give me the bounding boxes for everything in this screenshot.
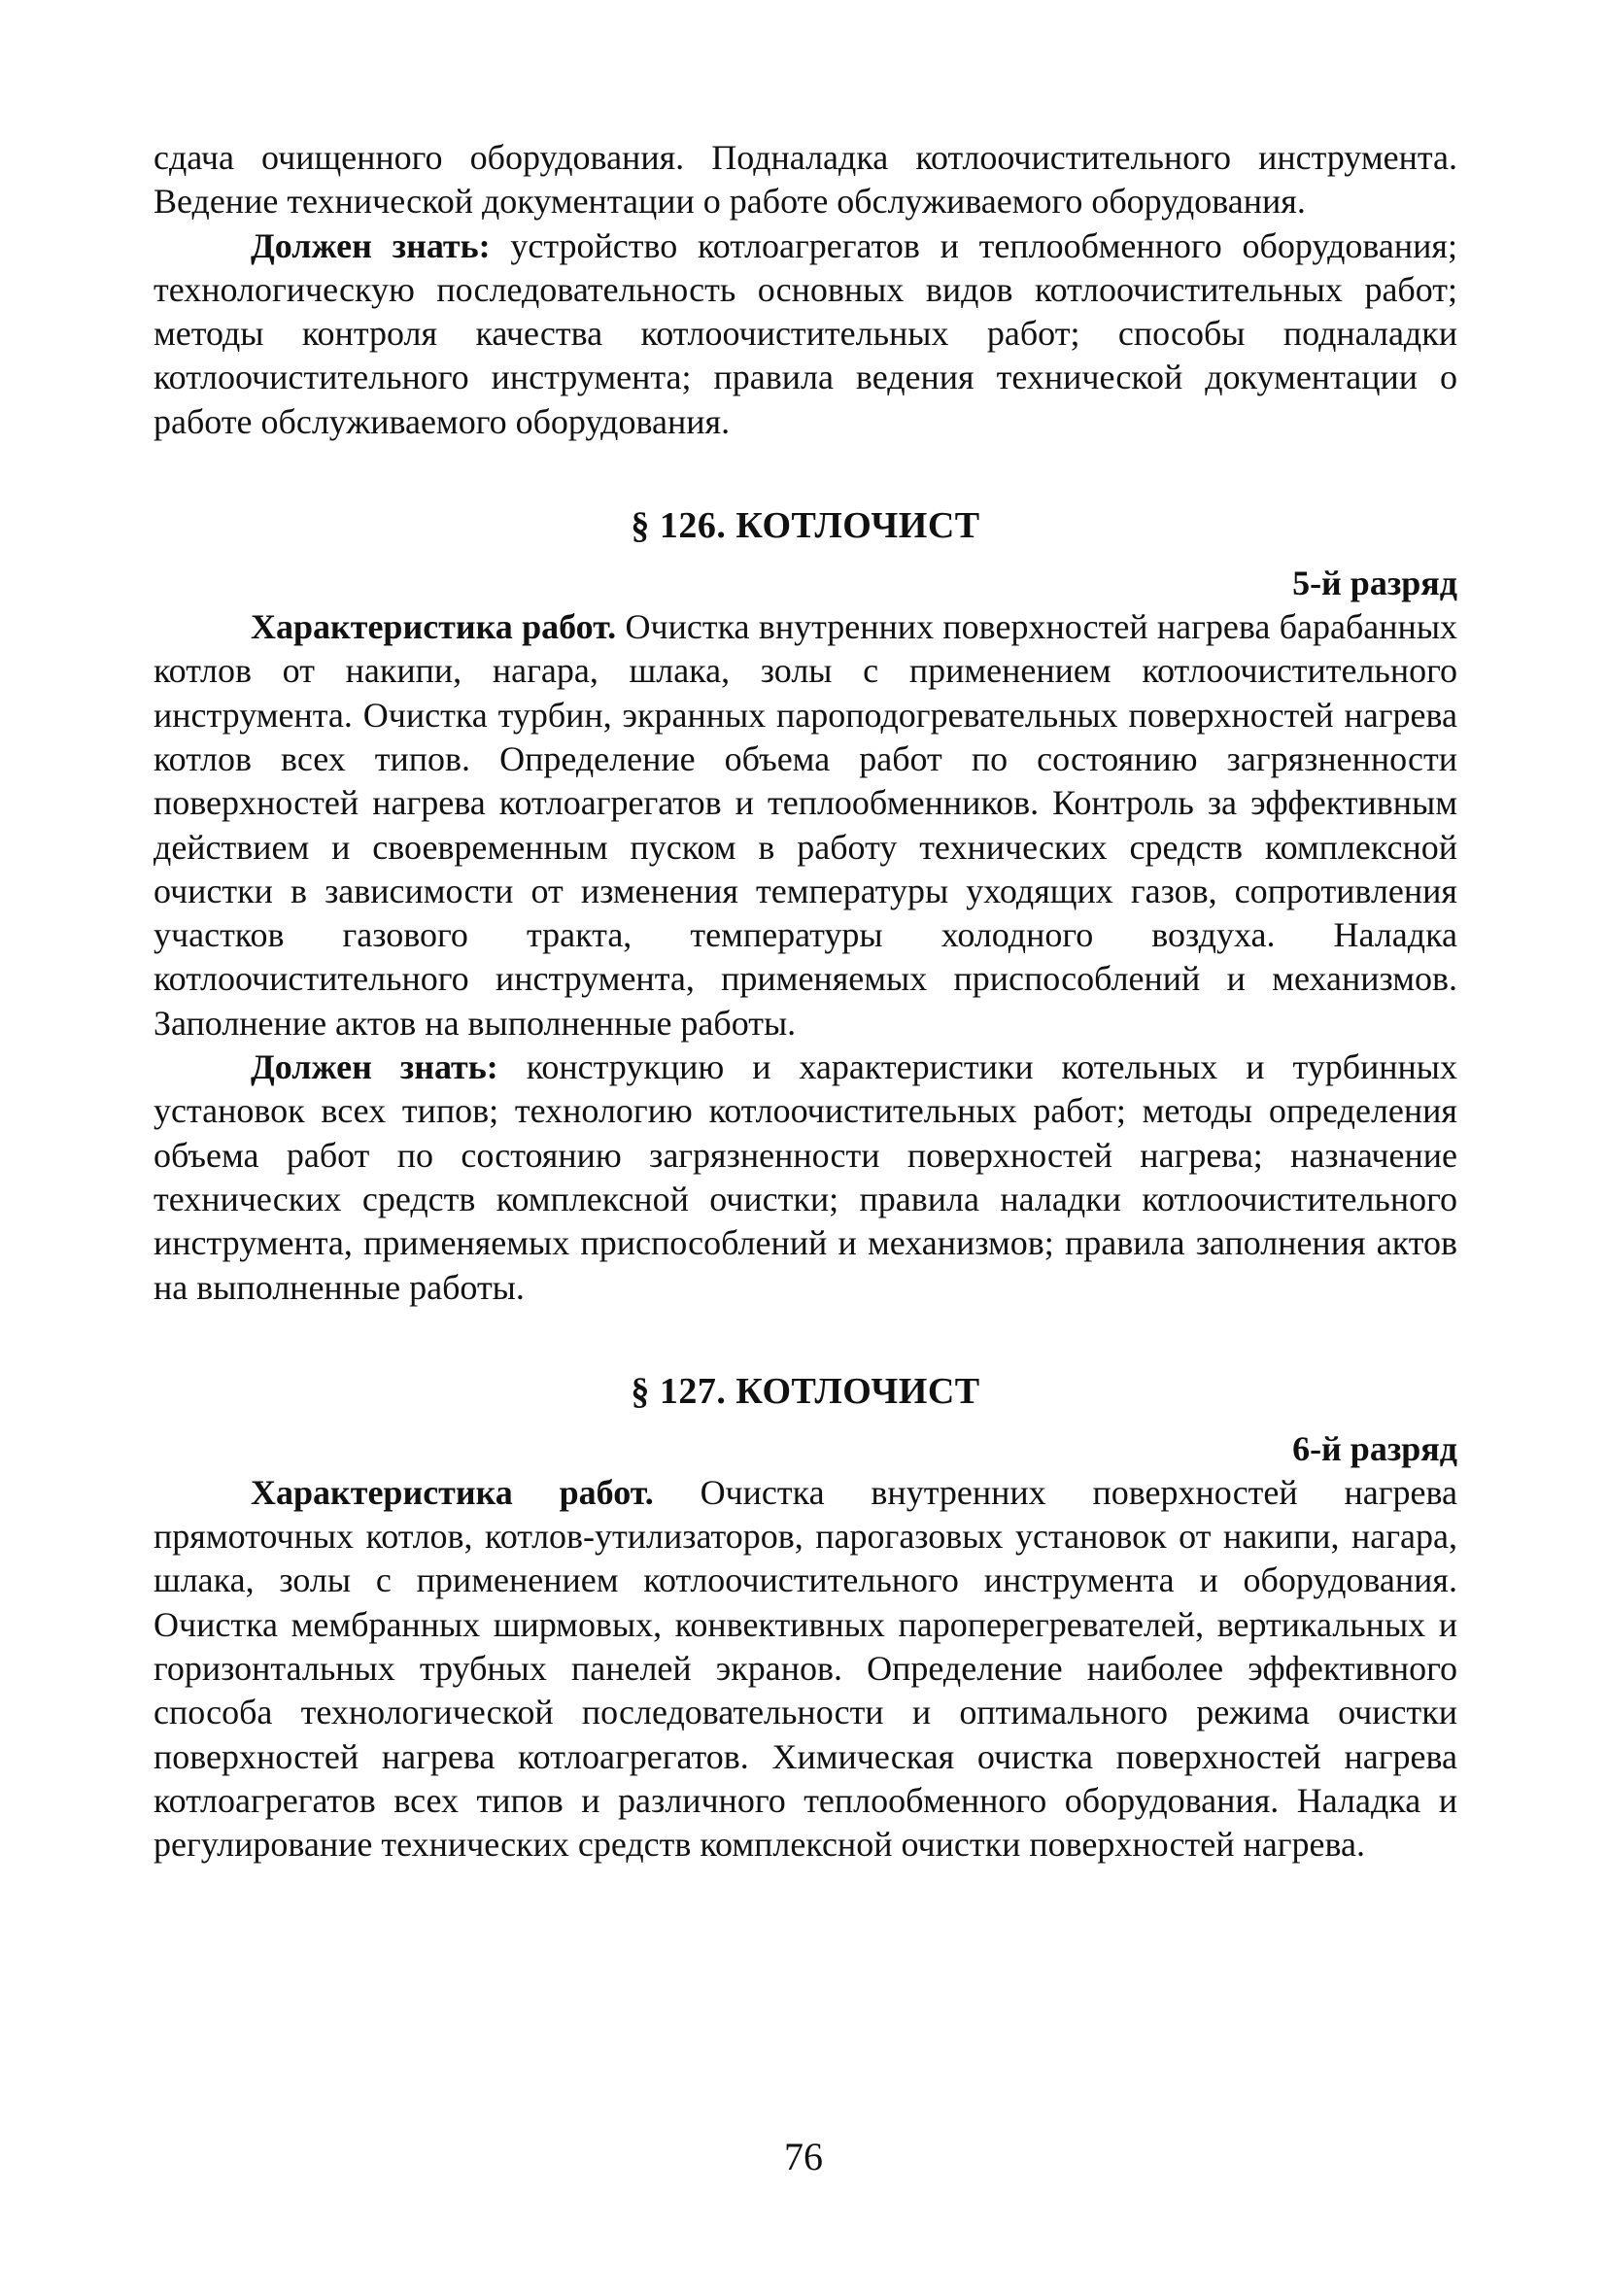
knowledge-text: устройство котлоагрегатов и теплообменного оборудования; технологическую последовательность основных видов котлоочистительных работ; методы контроля качества котлоочистительных работ; способы подналадки котлоочистительного инструмента; правила ведения технической документации о работе обслуживаемого оборудования. (154, 225, 1457, 441)
section-127-characteristics (154, 1471, 1457, 1868)
section-126-grade: 5-й разряд (1292, 564, 1457, 603)
document-page (154, 136, 1457, 1868)
spacer (154, 1310, 1457, 1368)
spacer (154, 444, 1457, 502)
section-127-title: § 127. КОТЛОЧИСТ (631, 1370, 980, 1412)
characteristics-lead: Характеристика работ. (251, 607, 617, 647)
intro-text: сдача очищенного оборудования. Подналадка котлоочистительного инструмента. Ведение технической документации о работе обслуживаемого оборудования. (154, 138, 1457, 222)
characteristics-text: Очистка внутренних поверхностей нагрева барабанных котлов от накипи, нагара, шлака, золы с применением котлоочистительного инструмента. Очистка турбин, экранных пароподогревательных поверхностей нагрева котлов всех типов. Определение объема работ по состоянию загрязненности поверхностей нагрева котлоагрегатов и теплообменников. Контроль за эффективным действием и своевременным пуском в работу технических средств комплексной очистки в зависимости от изменения температуры уходящих газов, сопротивления участков газового тракта, температуры холодного воздуха. Наладка котлоочистительного инструмента, применяемых приспособлений и механизмов. Заполнение актов на выполненные работы. (154, 607, 1458, 1043)
knowledge-text: конструкцию и характеристики котельных и турбинных установок всех типов; технологию котлоочистительных работ; методы определения объема работ по состоянию загрязненности поверхностей нагрева; назначение технических средств комплексной очистки; правила наладки котлоочистительного инструмента, применяемых приспособлений и механизмов; правила заполнения актов на выполненные работы. (154, 1047, 1457, 1307)
intro-knowledge-paragraph (154, 224, 1457, 444)
page-number: 76 (784, 2135, 823, 2178)
knowledge-lead: Должен знать: (251, 225, 491, 265)
section-126-characteristics (154, 605, 1457, 1045)
section-126-knowledge (154, 1045, 1457, 1310)
section-126-title: § 126. КОТЛОЧИСТ (631, 505, 980, 547)
intro-paragraph (154, 136, 1457, 224)
characteristics-lead: Характеристика работ. (251, 1472, 654, 1512)
knowledge-lead: Должен знать: (251, 1047, 498, 1087)
spacer (154, 549, 1457, 561)
section-127-grade: 6-й разряд (1292, 1428, 1457, 1468)
characteristics-text: Очистка внутренних поверхностей нагрева прямоточных котлов, котлов-утилизаторов, парогазовых установок от накипи, нагара, шлака, золы с применением котлоочистительного инструмента и оборудования. Очистка мембранных ширмовых, конвективных пароперегревателей, вертикальных и горизонтальных трубных панелей экранов. Определение наиболее эффективного способа технологической последовательности и оптимального режима очистки поверхностей нагрева котлоагрегатов. Химическая очистка поверхностей нагрева котлоагрегатов всех типов и различного теплообменного оборудования. Наладка и регулирование технических средств комплексной очистки поверхностей нагрева. (154, 1472, 1457, 1865)
spacer (154, 1415, 1457, 1426)
